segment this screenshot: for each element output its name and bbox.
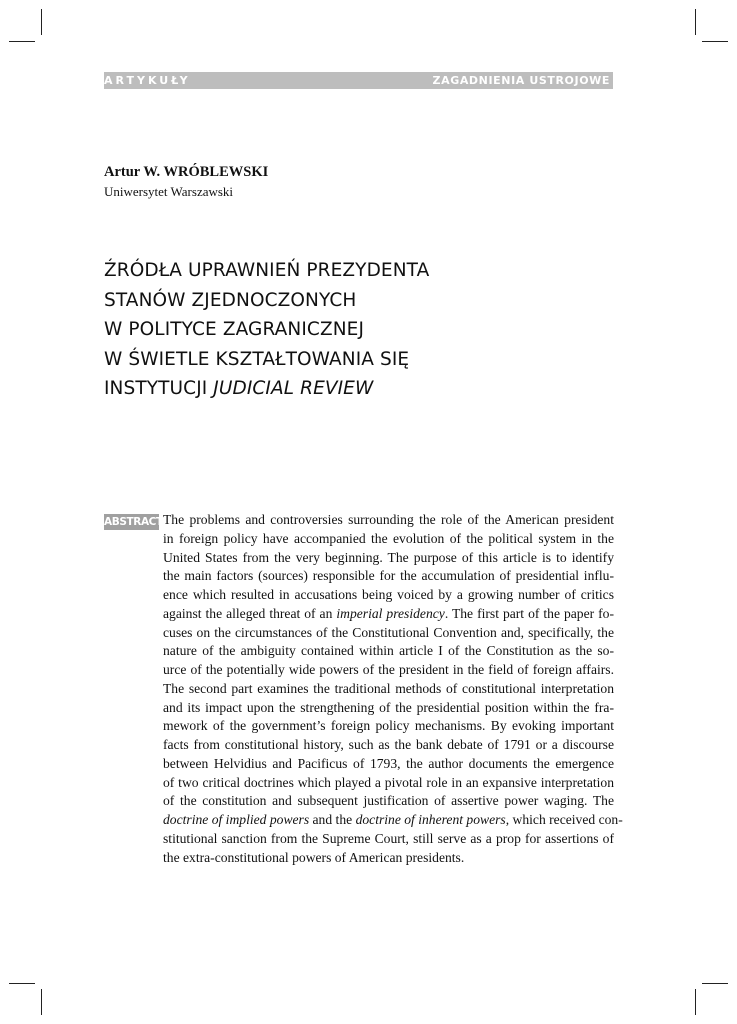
abstract-line: the extra-constitutional powers of American presidents. — [163, 849, 465, 865]
abstract-label: ABSTRACT — [104, 516, 163, 528]
abstract-line: The problems and controversies surrounding the role of the American president — [163, 512, 614, 527]
text-run: , which received con- — [505, 812, 623, 827]
abstract-line: cuses on the circumstances of the Constitutional Convention and, specifically, the — [163, 624, 614, 640]
running-header — [104, 72, 613, 89]
text-run: and the — [309, 812, 356, 827]
crop-mark-bottom-right-vertical — [695, 989, 696, 1015]
abstract-line: of two critical doctrines which played a pivotal role in an expansive interpretation — [163, 774, 614, 790]
abstract-line: United States from the very beginning. The purpose of this article is to identify — [163, 549, 614, 565]
italic-term: doctrine of inherent powers — [355, 812, 506, 827]
title-line: W POLITYCE ZAGRANICZNEJ — [104, 319, 364, 340]
author-block — [104, 164, 268, 200]
category-label: ZAGADNIENIA USTROJOWE — [432, 74, 610, 87]
title-line: W ŚWIETLE KSZTAŁTOWANIA SIĘ — [104, 348, 410, 370]
crop-mark-top-left-horizontal — [9, 41, 35, 42]
abstract-line — [163, 605, 614, 624]
abstract-line: in foreign policy have accompanied the evolution of the political system in the — [163, 530, 614, 546]
abstract-line: the main factors (sources) responsible for the accumulation of presidential influ- — [163, 568, 614, 584]
author-affiliation: Uniwersytet Warszawski — [104, 184, 234, 199]
abstract-text — [163, 511, 623, 867]
text-run: against the alleged threat of an — [163, 605, 337, 621]
abstract-line: urce of the potentially wide powers of the president in the field of foreign affairs. — [163, 662, 614, 677]
crop-mark-top-left-vertical — [41, 9, 42, 35]
abstract-line: stitutional sanction from the Supreme Court, still serve as a prop for assertions of — [163, 830, 614, 846]
abstract-line — [163, 811, 623, 830]
abstract-line: nature of the ambiguity contained within article I of the Constitution as the so- — [163, 643, 614, 659]
section-label: ARTYKUŁY — [104, 74, 191, 87]
crop-mark-top-right-vertical — [695, 9, 696, 35]
crop-mark-bottom-left-vertical — [41, 989, 42, 1015]
italic-term: doctrine of implied powers — [163, 812, 310, 827]
title-prefix: INSTYTUCJI — [104, 378, 214, 399]
abstract-line: between Helvidius and Pacificus of 1793, the author documents the emergence — [163, 755, 614, 771]
abstract-line: ence which resulted in accusations being voiced by a growing number of critics — [163, 587, 614, 602]
abstract-line: The second part examines the traditional methods of constitutional interpretation — [163, 680, 614, 696]
title-line: ŹRÓDŁA UPRAWNIEŃ PREZYDENTA — [104, 260, 430, 281]
author-name: Artur W. WRÓBLEWSKI — [104, 164, 269, 180]
abstract-line: facts from constitutional history, such as the bank debate of 1791 or a discourse — [163, 737, 614, 752]
title-line: STANÓW ZJEDNOCZONYCH — [104, 289, 357, 311]
abstract-line: of the constitution and subsequent justification of assertive power waging. The — [163, 793, 614, 809]
italic-term: imperial presidency — [336, 605, 445, 621]
title-line-last — [104, 374, 524, 404]
crop-mark-bottom-left-horizontal — [9, 983, 35, 984]
crop-mark-bottom-right-horizontal — [702, 983, 728, 984]
title-italic: JUDICIAL REVIEW — [213, 378, 374, 399]
article-title — [104, 256, 524, 404]
text-run: . The first part of the paper fo- — [444, 605, 614, 621]
crop-mark-top-right-horizontal — [702, 41, 728, 42]
abstract-line: and its impact upon the strengthening of the presidential position within the fra- — [163, 699, 614, 715]
abstract-line: mework of the government’s foreign policy mechanisms. By evoking important — [163, 718, 614, 734]
